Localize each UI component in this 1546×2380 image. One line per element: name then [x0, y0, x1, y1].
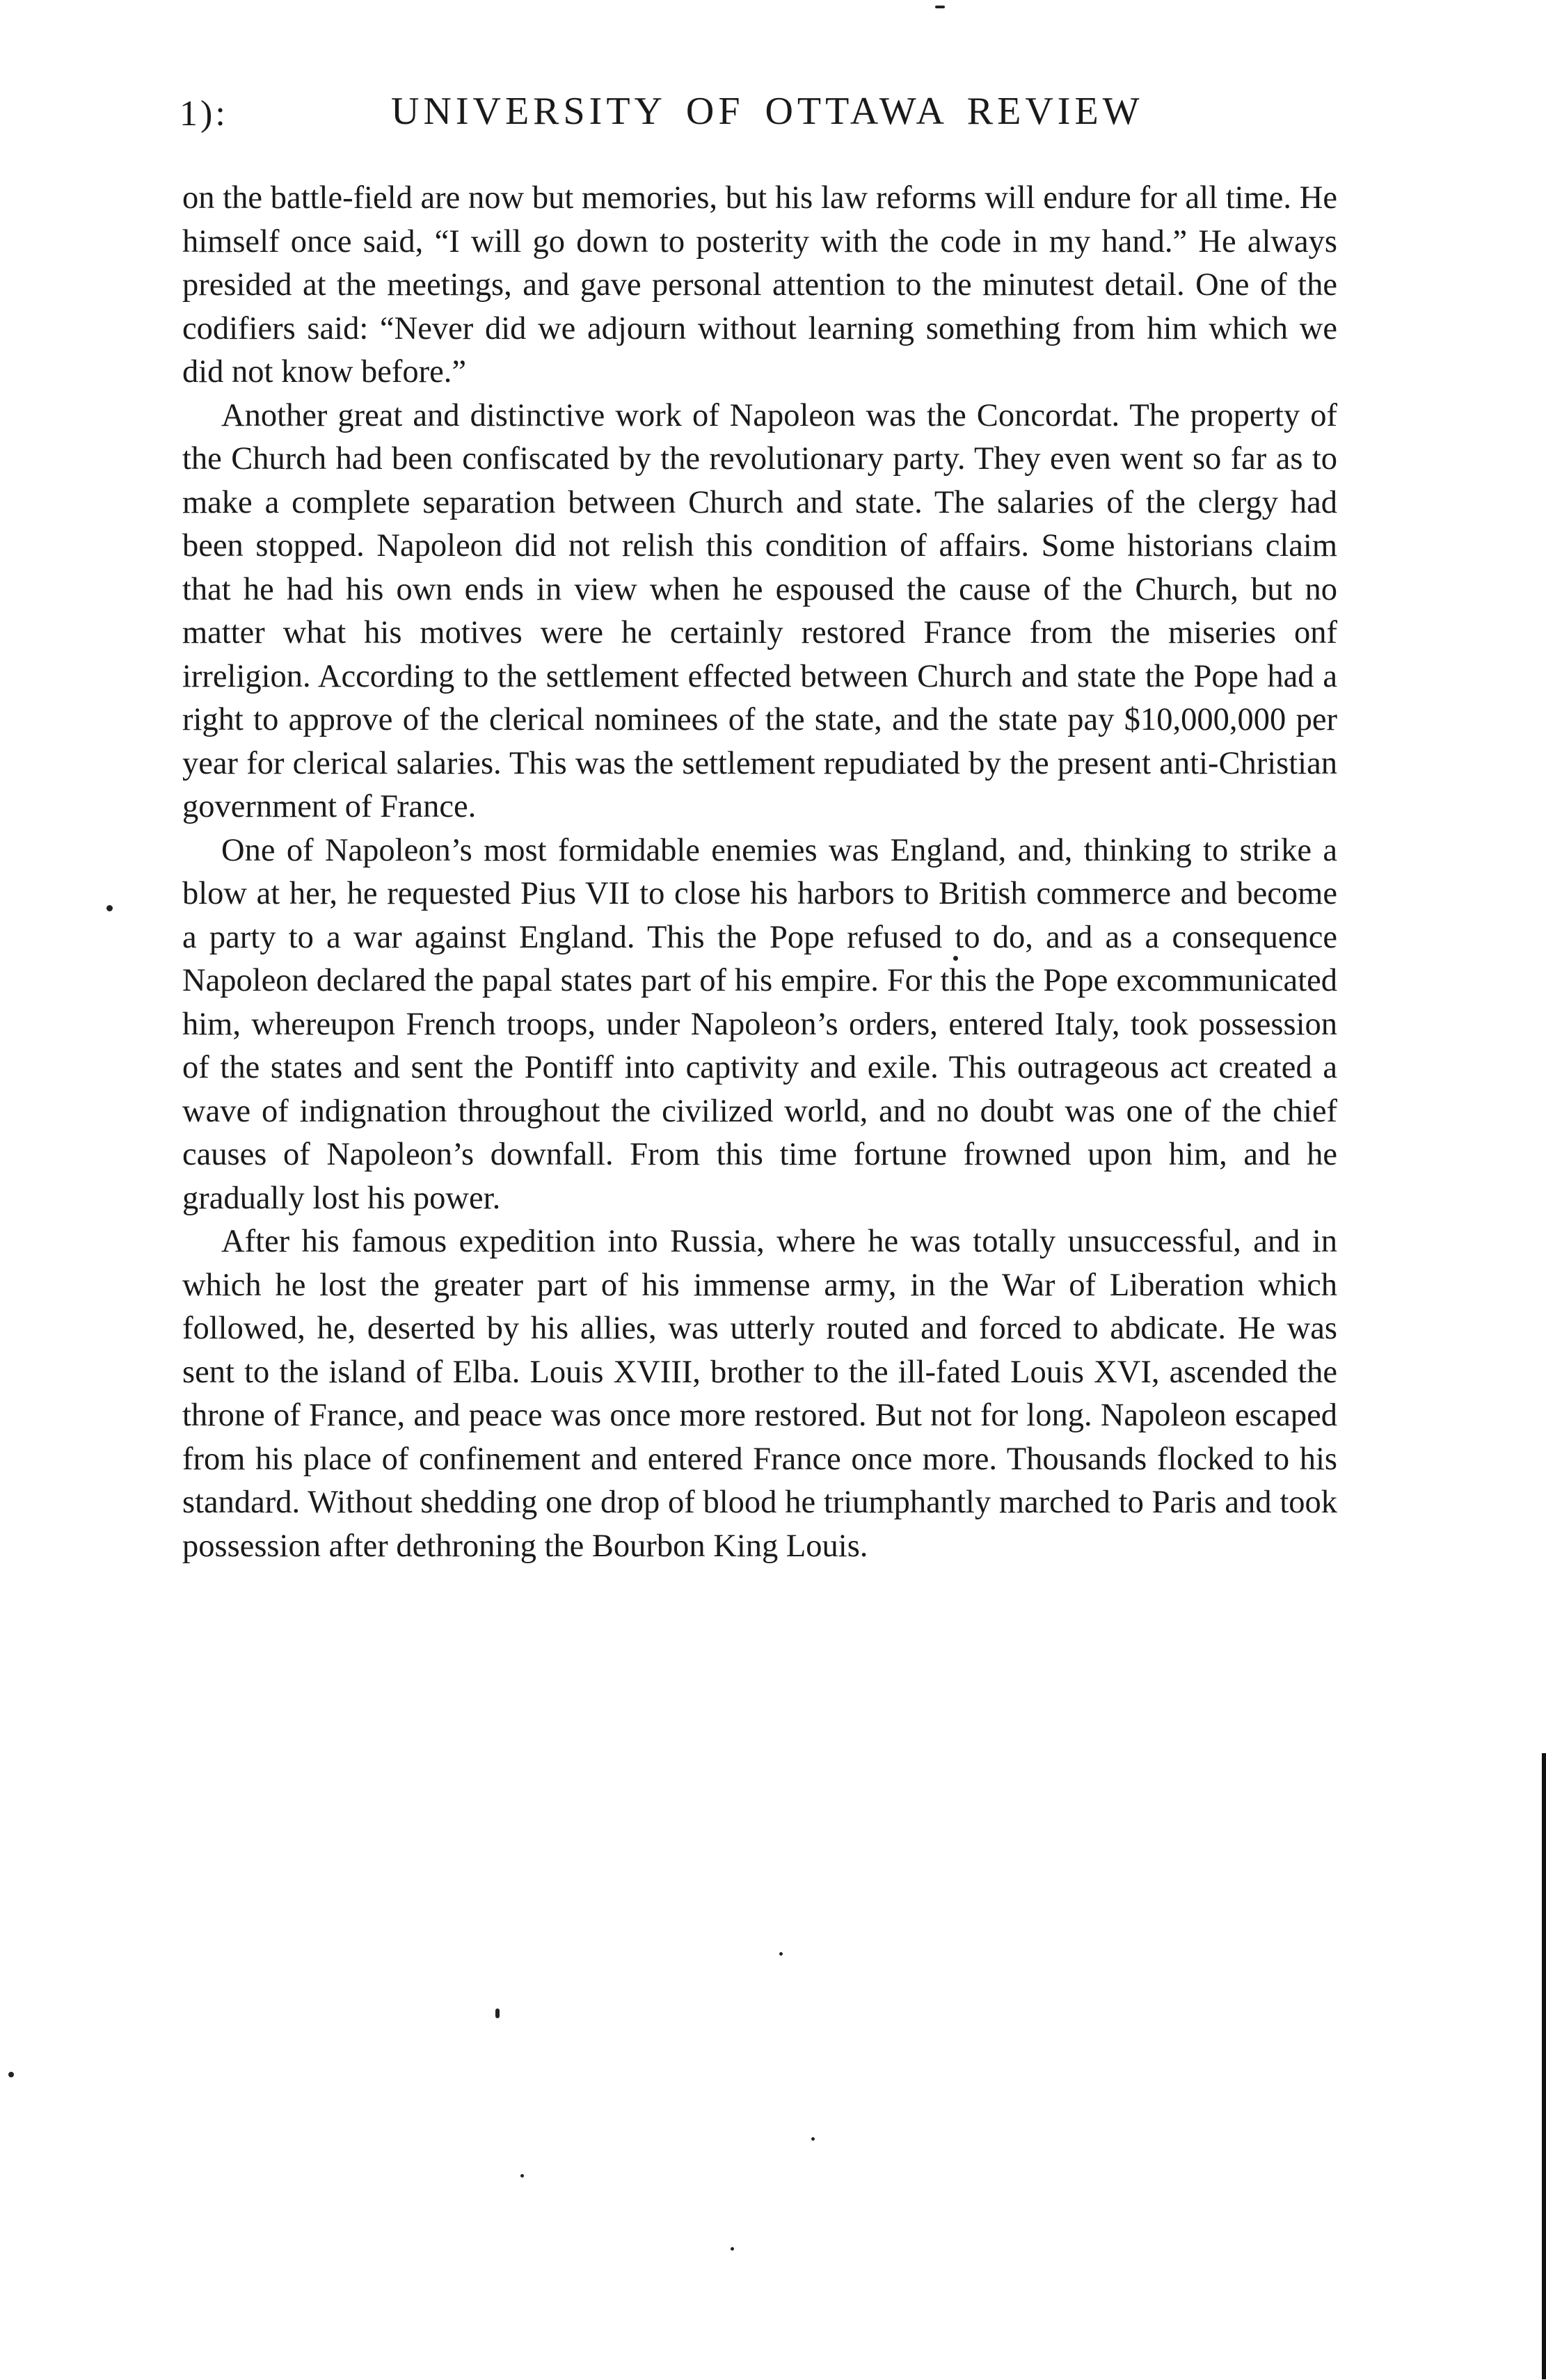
- scan-speck: [731, 2247, 734, 2251]
- paragraph-3: One of Napoleon’s most formidable enemies was England, and, thinking to strike a blow at her, he requested Pius VII to close his harbors to British commerce and become a party to a war against England. This the Pope refused to do, and as a consequence Napoleon declared the papal states part of his empire. For this the Pope excommunicated him, whereupon French troops, under Napoleon’s orders, entered Italy, took possession of the states and sent the Pontiff into captivity and exile. This outrageous act created a wave of indignation throughout the civilized world, and no doubt was one of the chief causes of Napoleon’s downfall. From this time fortune frowned upon him, and he gradually lost his power.: [182, 832, 1337, 1216]
- scan-speck: [495, 2008, 500, 2018]
- article-body: [182, 177, 1337, 1568]
- scan-speck: [779, 1952, 783, 1956]
- paragraph-4: After his famous expedition into Russia, where he was totally unsuccessful, and in which he lost the greater part of his immense army, in the War of Liberation which followed, he, deserted by his allies, was utterly routed and forced to abdicate. He was sent to the island of Elba. Louis XVIII, brother to the ill-fated Louis XVI, ascended the throne of France, and peace was once more restored. But not for long. Napoleon escaped from his place of confinement and entered France once more. Thousands flocked to his standard. Without shedding one drop of blood he triumphantly marched to Paris and took possession after dethroning the Bourbon King Louis.: [182, 1224, 1337, 1564]
- running-head: [180, 89, 1348, 145]
- scan-speck: [8, 2072, 14, 2077]
- paragraph-2: Another great and distinctive work of Napoleon was the Concordat. The property of the Church had been confiscated by the revolutionary party. They even went so far as to make a complete separation between Church and state. The salaries of the clergy had been stopped. Napoleon did not relish this condition of affairs. Some historians claim that he had his own ends in view when he espoused the cause of the Church, but no matter what his motives were he certainly restored France from the miseries onf irreligion. According to the settlement effected between Church and state the Pope had a right to approve of the clerical nominees of the state, and the state pay $10,000,000 per year for clerical salaries. This was the settlement repudiated by the present anti-Christian government of France.: [182, 397, 1337, 824]
- scan-speck: [811, 2137, 815, 2141]
- paragraph-1: on the battle-field are now but memories, but his law reforms will endure for all time. He himself once said, “I will go down to posterity with the code in my hand.” He always presided at the meetings, and gave personal attention to the minutest detail. One of the codifiers said: “Never did we adjourn without learning something from him which we did not know before.”: [182, 180, 1337, 390]
- scan-speck: [520, 2174, 524, 2178]
- scan-edge-mark: [1542, 1753, 1546, 2379]
- scan-speck: [106, 905, 113, 911]
- scan-speck: [935, 6, 945, 8]
- journal-title: UNIVERSITY OF OTTAWA REVIEW: [391, 90, 1144, 133]
- scan-speck: [953, 956, 958, 961]
- page-number: 1):: [180, 94, 228, 134]
